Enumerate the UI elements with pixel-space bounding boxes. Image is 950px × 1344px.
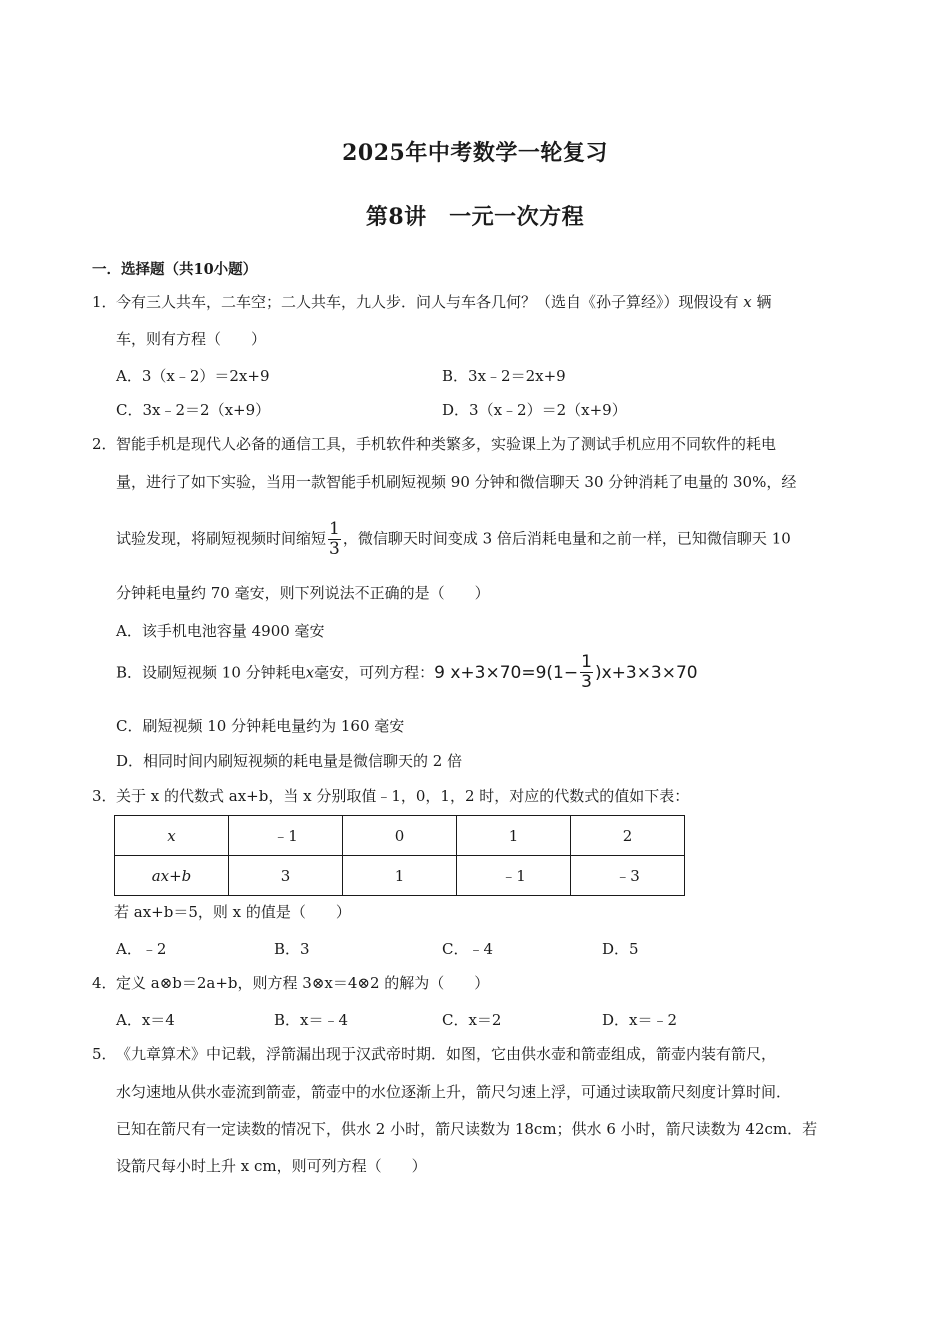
lecture-title: 第8讲 一元一次方程 [365,204,585,230]
q4-number: 4． [92,974,117,992]
q1-text-line2: 车，则有方程（ ） [116,330,267,348]
table-cell: 0 [343,816,457,856]
table-row [115,816,685,856]
q1-option-d[interactable]: D．3（x﹣2）＝2（x+9） [442,401,627,419]
q1-number: 1． [92,293,117,311]
q1-option-c[interactable]: C．3x﹣2＝2（x+9） [116,401,271,419]
q2-option-b[interactable] [116,653,698,692]
q5-text-line4: 设箭尺每小时上升 x cm，则可列方程（ ） [116,1157,427,1175]
q4-option-a[interactable]: A．x＝4 [116,1011,175,1029]
q4-option-b[interactable]: B．x＝﹣4 [274,1011,349,1029]
q2-option-d[interactable]: D．相同时间内刷短视频的耗电量是微信聊天的 2 倍 [116,752,463,770]
q1-line1-end: 辆 [756,293,772,311]
q2-text-line3 [116,520,791,559]
q1-text-line1 [116,292,772,312]
fraction-one-third [328,520,341,559]
q4-text-line1: 定义 a⊗b＝2a+b，则方程 3⊗x＝4⊗2 的解为（ ） [116,974,490,992]
table-cell: 3 [229,856,343,896]
table-cell: 2 [571,816,685,856]
q3-option-d[interactable]: D．5 [602,940,639,958]
q3-text-line2: 若 ax+b＝5，则 x 的值是（ ） [114,903,351,921]
q2-text-line2: 量，进行了如下实验，当用一款智能手机刷短视频 90 分钟和微信聊天 30 分钟消耗了电量的 30%，经 [116,473,797,491]
equation-fraction [580,653,593,692]
q1-line1-main: 今有三人共车，二车空；二人共车，九人步．问人与车各几何？（选自《孙子算经》）现假设有 [116,293,739,311]
q1-var: x [743,293,752,311]
q3-option-c[interactable]: C．﹣4 [442,940,494,958]
equation-fraction-den: 3 [581,672,592,692]
table-cell: ax+b [115,856,229,896]
table-cell: x [115,816,229,856]
q2-text-line1: 智能手机是现代人必备的通信工具，手机软件种类繁多，实验课上为了测试手机应用不同软件的耗电 [116,435,777,453]
page-title: 2025年中考数学一轮复习 [342,140,608,166]
q2-option-c[interactable]: C．刷短视频 10 分钟耗电量约为 160 毫安 [116,717,405,735]
q5-number: 5． [92,1045,117,1063]
q3-number: 3． [92,787,117,805]
q2-line3-a: 试验发现，将刷短视频时间缩短 [116,529,327,548]
fraction-denominator: 3 [329,539,340,559]
q2-option-b-text: B．设刷短视频 10 分钟耗电 [116,663,306,682]
values-table [114,815,685,896]
q2-option-b-var: x [305,663,315,682]
q2-line3-b: ，微信聊天时间变成 3 倍后消耗电量和之前一样，已知微信聊天 10 [342,529,791,548]
q5-text-line2: 水匀速地从供水壶流到箭壶，箭壶中的水位逐渐上升，箭尺匀速上浮，可通过读取箭尺刻度计算时间． [116,1083,792,1101]
q3-option-b[interactable]: B．3 [274,940,310,958]
q2-text-line4: 分钟耗电量约 70 毫安，则下列说法不正确的是（ ） [116,584,490,602]
equation-left: 9 x+3×70=9(1− [434,662,579,683]
equation-fraction-num: 1 [581,652,592,672]
q1-option-a[interactable]: A．3（x﹣2）＝2x+9 [116,367,270,385]
q2-option-a[interactable]: A．该手机电池容量 4900 毫安 [116,622,325,640]
table-cell: ﹣3 [571,856,685,896]
table-row [115,856,685,896]
q4-option-d[interactable]: D．x＝﹣2 [602,1011,678,1029]
table-cell: 1 [457,816,571,856]
table-cell: ﹣1 [229,816,343,856]
equation-right: )x+3×3×70 [594,662,698,683]
fraction-numerator: 1 [329,519,340,539]
q3-option-a[interactable]: A．﹣2 [116,940,167,958]
table-cell: ﹣1 [457,856,571,896]
q2-option-b-text2: 毫安，可列方程： [314,663,435,682]
q2-number: 2． [92,435,117,453]
q1-option-b[interactable]: B．3x﹣2＝2x+9 [442,367,566,385]
q4-option-c[interactable]: C．x＝2 [442,1011,502,1029]
q2-equation [434,652,698,692]
section-heading: 一．选择题（共10小题） [92,261,258,278]
q3-text-line1: 关于 x 的代数式 ax+b，当 x 分别取值﹣1，0，1，2 时，对应的代数式的值如下表： [116,787,690,805]
q5-text-line3: 已知在箭尺有一定读数的情况下，供水 2 小时，箭尺读数为 18cm；供水 6 小时，箭尺读数为 42cm．若 [116,1120,818,1138]
q5-text-line1: 《九章算术》中记载，浮箭漏出现于汉武帝时期．如图，它由供水壶和箭壶组成，箭壶内装有箭尺， [116,1045,777,1063]
table-cell: 1 [343,856,457,896]
